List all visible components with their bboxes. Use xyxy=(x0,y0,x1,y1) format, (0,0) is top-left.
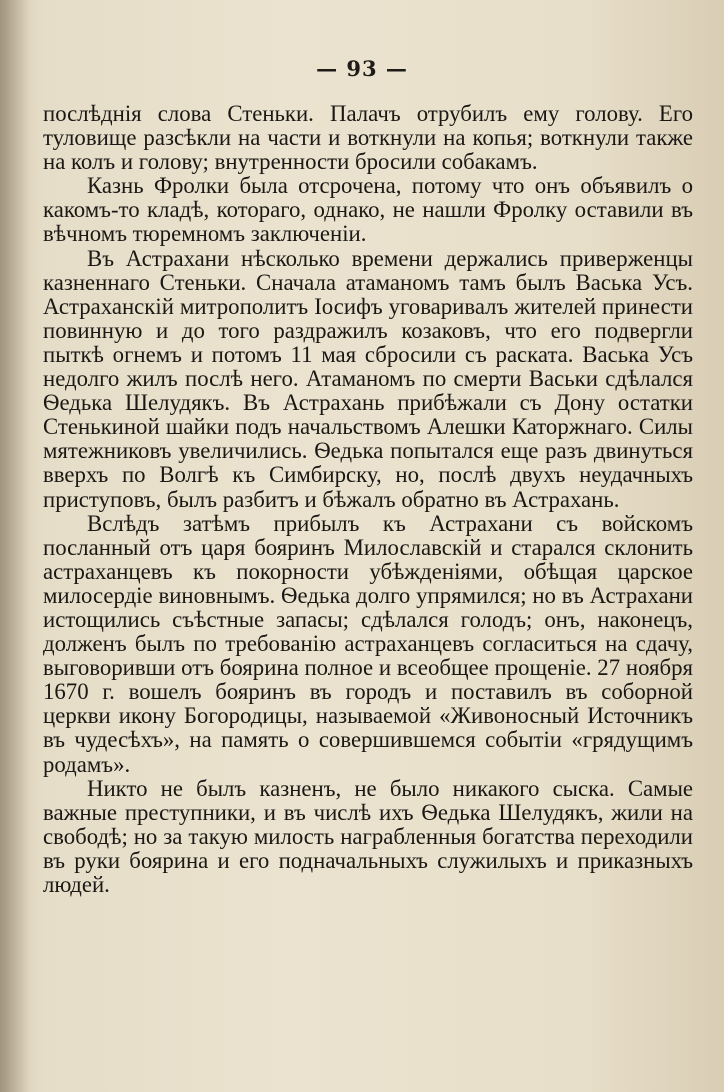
paragraph-execution: послѣднія слова Стеньки. Палачъ отрубилъ ему голову. Его туловище разсѣкли на части и воткнули на копья; воткнули также на колъ и голову; внутренности бросили собакамъ. xyxy=(43,101,693,175)
body-text xyxy=(43,102,693,897)
paragraph-astrakhan: Въ Астрахани нѣсколько времени держались приверженцы казненнаго Стеньки. Сначала атаманомъ тамъ былъ Васька Усъ. Астраханскій митрополитъ Іосифъ уговаривалъ жителей принести повинную и до того раздражилъ козаковъ, что его подвергли пыткѣ огнемъ и потомъ 11 мая сбросили съ раската. Васька Усъ недолго жилъ послѣ него. Атаманомъ по смерти Васьки сдѣлался Ѳедька Шелудякъ. Въ Астрахань прибѣжали съ Дону остатки Стенькиной шайки подъ начальствомъ Алешки Каторжнаго. Силы мятежниковъ увеличились. Ѳедька попытался еще разъ двинуться вверхъ по Волгѣ къ Симбирску, но, послѣ двухъ неудачныхъ приступовъ, былъ разбитъ и бѣжалъ обратно въ Астрахань. xyxy=(43,245,693,512)
paragraph-miloslavsky: Вслѣдъ затѣмъ прибылъ къ Астрахани съ войскомъ посланный отъ царя бояринъ Милославскій и старался склонить астраханцевъ къ покорности убѣжденіями, обѣщая царское милосердіе виновнымъ. Ѳедька долго упрямился; но въ Астрахани истощились съѣстные запасы; сдѣлался голодъ; онъ, наконецъ, долженъ былъ по требованію астраханцевъ согласиться на сдачу, выговоривши отъ боярина полное и всеобщее прощеніе. 27 ноября 1670 г. вошелъ бояринъ въ городъ и поставилъ въ соборной церкви икону Богородицы, называемой «Живоносный Источникъ въ чудесѣхъ», на память о совершившемся событіи «грядущимъ родамъ». xyxy=(43,510,693,777)
page-number: — 93 — xyxy=(316,56,408,81)
paragraph-aftermath: Никто не былъ казненъ, не было никакого сыска. Самые важные преступники, и въ числѣ ихъ Ѳедька Шелудякъ, жили на свободѣ; но за такую милость награбленныя богатства переходили въ руки боярина и его подначальныхъ служилыхъ и приказныхъ людей. xyxy=(43,775,693,897)
gutter-shadow xyxy=(0,0,30,1092)
paragraph-frolka: Казнь Фролки была отсрочена, потому что онъ объявилъ о какомъ-то кладѣ, котораго, однако, не нашли Фролку оставили въ вѣчномъ тюремномъ заключеніи. xyxy=(43,173,693,247)
